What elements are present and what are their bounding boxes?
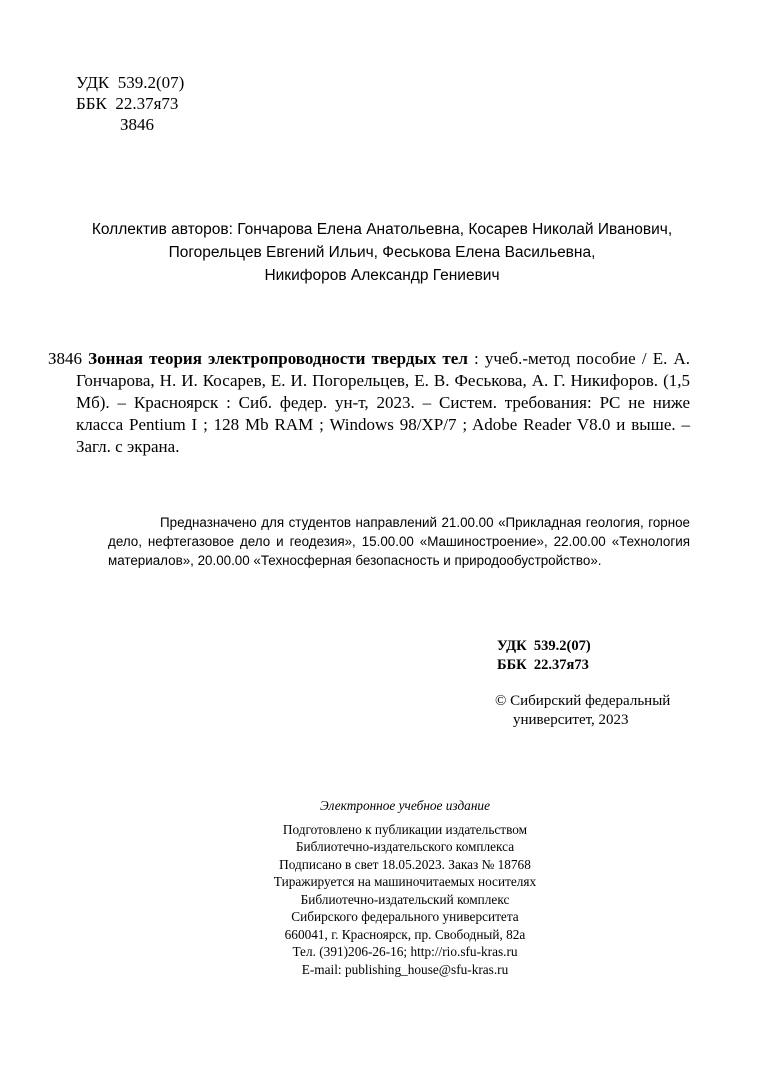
edition-type: Электронное учебное издание bbox=[320, 798, 490, 813]
imprint-line: Тиражируется на машиночитаемых носителях bbox=[273, 874, 537, 889]
classification-block bbox=[76, 72, 184, 135]
copyright-line: университет, 2023 bbox=[513, 712, 629, 728]
udk-code: УДК 539.2(07) bbox=[76, 73, 185, 92]
authors-line: Никифоров Александр Гениевич bbox=[264, 267, 500, 284]
copyright-notice bbox=[495, 692, 670, 730]
imprint-line: Библиотечно-издательского комплекса bbox=[295, 839, 515, 854]
classification-right-block bbox=[497, 637, 591, 675]
purpose-text: Предназначено для студентов направлений 21.00.00 «Прикладная геология, горное дело, нефтегазовое дело и геодезия», 15.00.00 «Машиностроение», 22.00.00 «Технология материалов», 20.00.00 «Техносферная безопасность и природообустройство». bbox=[108, 515, 690, 568]
purpose-annotation bbox=[108, 513, 690, 570]
bibliographic-description bbox=[48, 348, 690, 458]
authors-line: Погорельцев Евгений Ильич, Феськова Елена Васильевна, bbox=[168, 244, 596, 261]
udk-code-right: УДК 539.2(07) bbox=[497, 638, 591, 654]
book-subtitle: : учеб.-метод пособие / bbox=[467, 349, 653, 368]
book-title: Зонная теория электропроводности твердых тел bbox=[88, 349, 468, 368]
bbk-code: ББК 22.37я73 bbox=[76, 94, 179, 113]
bib-author-mark: З846 bbox=[48, 349, 83, 368]
imprint-line: 660041, г. Красноярск, пр. Свободный, 82а bbox=[284, 926, 526, 942]
imprint-line: Подписано в свет 18.05.2023. Заказ № 18768 bbox=[279, 856, 531, 872]
authors-collective bbox=[60, 218, 704, 287]
imprint-line: Сибирского федерального университета bbox=[291, 909, 519, 924]
imprint-block bbox=[200, 797, 610, 978]
imprint-line: Подготовлено к публикации издательством bbox=[282, 821, 528, 837]
authors-line: Коллектив авторов: Гончарова Елена Анатольевна, Косарев Николай Иванович, bbox=[91, 221, 673, 238]
imprint-line: Тел. (391)206-26-16; http://rio.sfu-kras.ru bbox=[292, 944, 518, 959]
copyright-line: © Сибирский федеральный bbox=[495, 693, 671, 709]
author-mark: З846 bbox=[120, 115, 155, 134]
bbk-code-right: ББК 22.37я73 bbox=[497, 657, 589, 673]
bib-details: Е. А. Гончарова, Н. И. Косарев, Е. И. Погорельцев, Е. В. Феськова, А. Г. Никифоров. (1,5 Мб). – Красноярск : Сиб. федер. ун-т, 2023. – Систем. требования: PC не ниже класса Pentium I ; 128 Mb RAM ; Windows 98/XP/7 ; Adobe Reader V8.0 и выше. – Загл. с экрана. bbox=[76, 349, 690, 456]
imprint-line: E-mail: publishing_house@sfu-kras.ru bbox=[301, 961, 509, 977]
imprint-line: Библиотечно-издательский комплекс bbox=[300, 891, 510, 907]
